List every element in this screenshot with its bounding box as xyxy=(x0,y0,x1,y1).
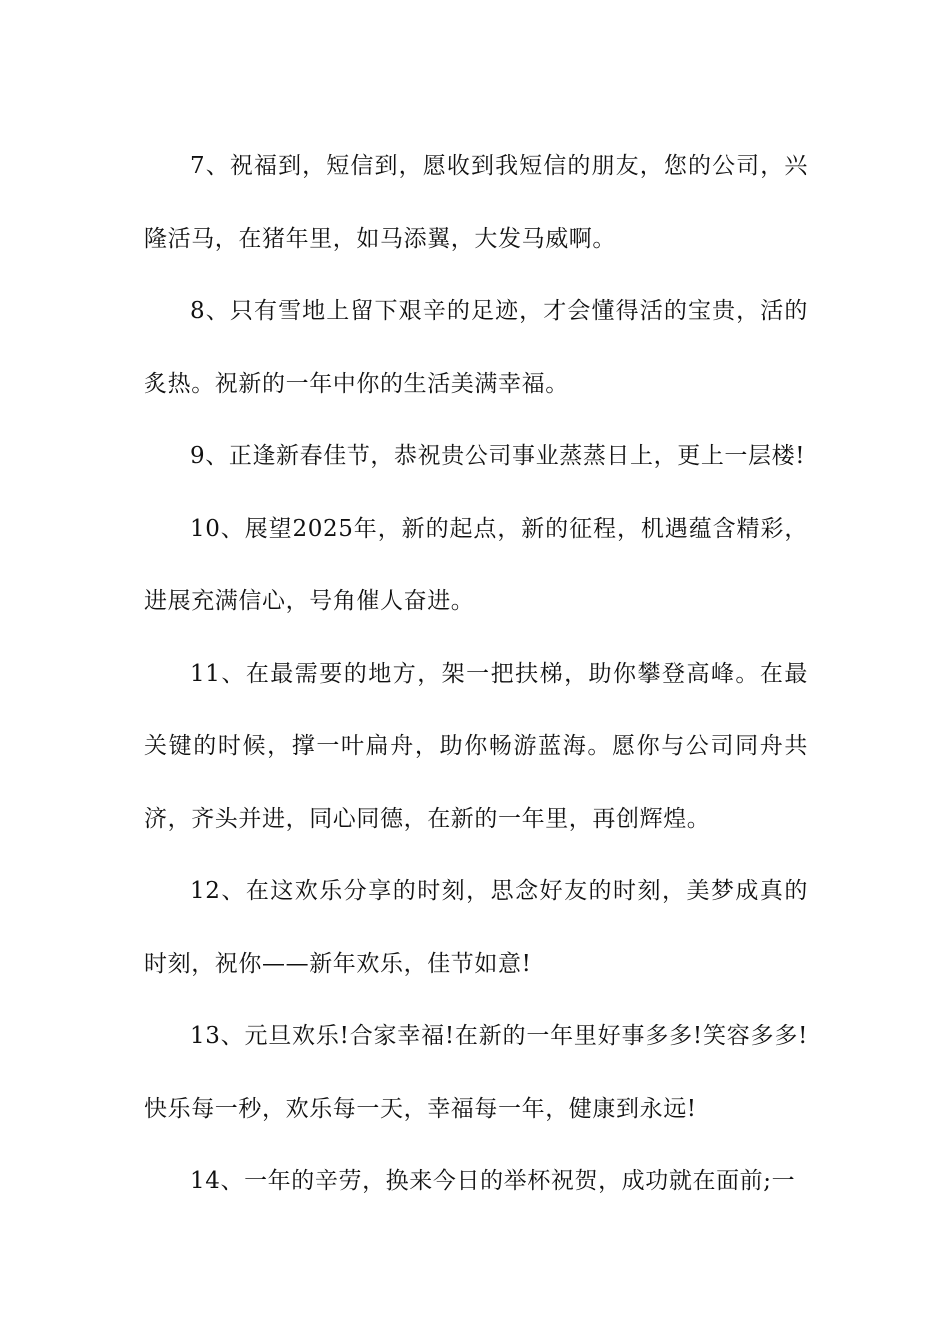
paragraph-14: 14、一年的辛劳，换来今日的举杯祝贺，成功就在面前;一 xyxy=(190,1168,796,1194)
paragraph-11: 11、在最需要的地方，架一把扶梯，助你攀登高峰。在最关键的时候，撑一叶扁舟，助你畅游蓝海。愿你与公司同舟共济，齐头并进，同心同德，在新的一年里，再创辉煌。 xyxy=(144,660,808,832)
paragraph-9: 9、正逢新春佳节，恭祝贵公司事业蒸蒸日上，更上一层楼! xyxy=(190,443,806,469)
paragraph-12: 12、在这欢乐分享的时刻，思念好友的时刻，美梦成真的时刻，祝你——新年欢乐，佳节如意! xyxy=(144,878,808,977)
document-body xyxy=(144,130,808,1218)
paragraph-8: 8、只有雪地上留下艰辛的足迹，才会懂得活的宝贵，活的炙热。祝新的一年中你的生活美满幸福。 xyxy=(144,298,808,397)
paragraph-10: 10、展望2025年，新的起点，新的征程，机遇蕴含精彩，进展充满信心，号角催人奋进。 xyxy=(144,515,808,614)
paragraph-7: 7、祝福到，短信到，愿收到我短信的朋友，您的公司，兴隆活马，在猪年里，如马添翼，大发马威啊。 xyxy=(144,153,808,252)
paragraph-13: 13、元旦欢乐!合家幸福!在新的一年里好事多多!笑容多多!快乐每一秒，欢乐每一天，幸福每一年，健康到永远! xyxy=(144,1023,808,1122)
